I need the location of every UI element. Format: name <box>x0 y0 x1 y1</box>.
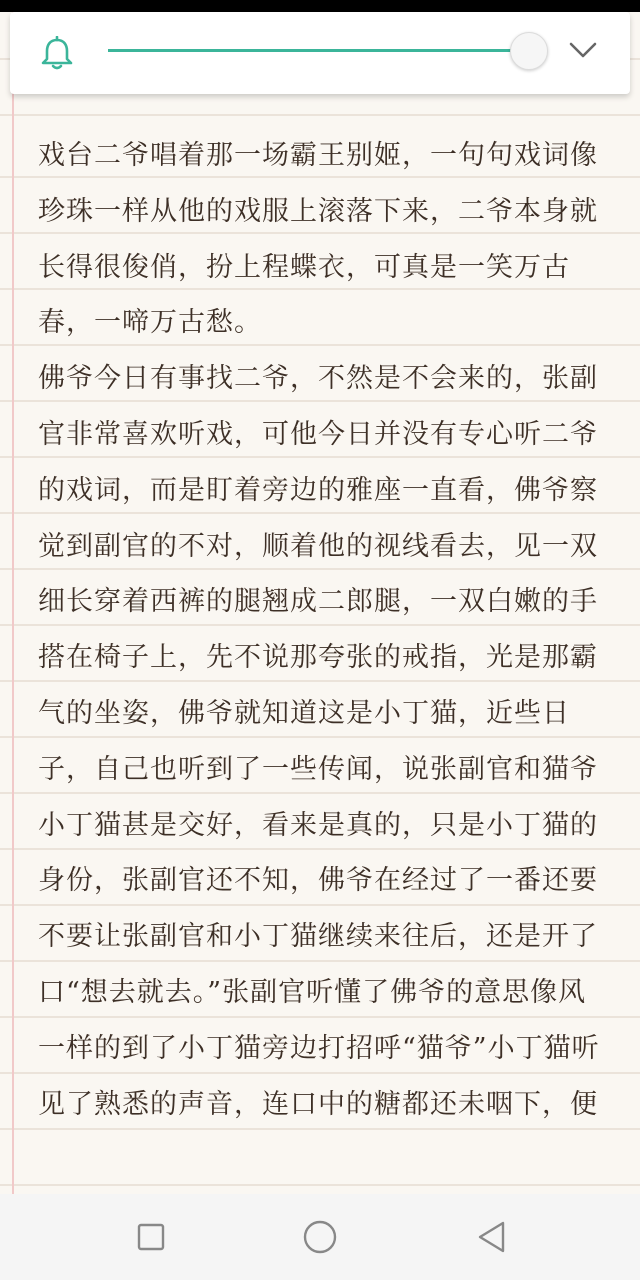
paragraph-1: 戏台二爷唱着那一场霸王别姬，一句句戏词像珍珠一样从他的戏服上滚落下来，二爷本身就长得很俊俏，扮上程蝶衣，可真是一笑万古春，一啼万古愁。 <box>38 140 598 339</box>
status-bar <box>0 0 640 12</box>
chevron-down-icon[interactable] <box>568 40 598 60</box>
brightness-panel <box>10 12 630 94</box>
bell-icon[interactable] <box>40 36 74 72</box>
reader-text <box>38 128 604 1132</box>
brightness-slider[interactable] <box>108 49 528 52</box>
circle-icon[interactable] <box>299 1216 341 1258</box>
navigation-bar <box>0 1194 640 1280</box>
triangle-back-icon[interactable] <box>470 1216 512 1258</box>
brightness-slider-fill <box>108 49 528 52</box>
margin-line <box>12 12 14 1194</box>
brightness-slider-thumb[interactable] <box>510 32 548 70</box>
square-icon[interactable] <box>130 1216 172 1258</box>
paragraph-2: 佛爷今日有事找二爷，不然是不会来的，张副官非常喜欢听戏，可他今日并没有专心听二爷的戏词，而是盯着旁边的雅座一直看，佛爷察觉到副官的不对，顺着他的视线看去，见一双细长穿着西裤的腿翘成二郎腿，一双白嫩的手搭在椅子上，先不说那夸张的戒指，光是那霸气的坐姿，佛爷就知道这是小丁猫，近些日子，自己也听到了一些传闻，说张副官和猫爷小丁猫甚是交好，看来是真的，只是小丁猫的身份，张副官还不知，佛爷在经过了一番还要不要让张副官和小丁猫继续来往后，还是开了口“想去就去。”张副官听懂了佛爷的意思像风一样的到了小丁猫旁边打招呼“猫爷”小丁猫听见了熟悉的声音，连口中的糖都还未咽下，便 <box>38 363 600 1120</box>
